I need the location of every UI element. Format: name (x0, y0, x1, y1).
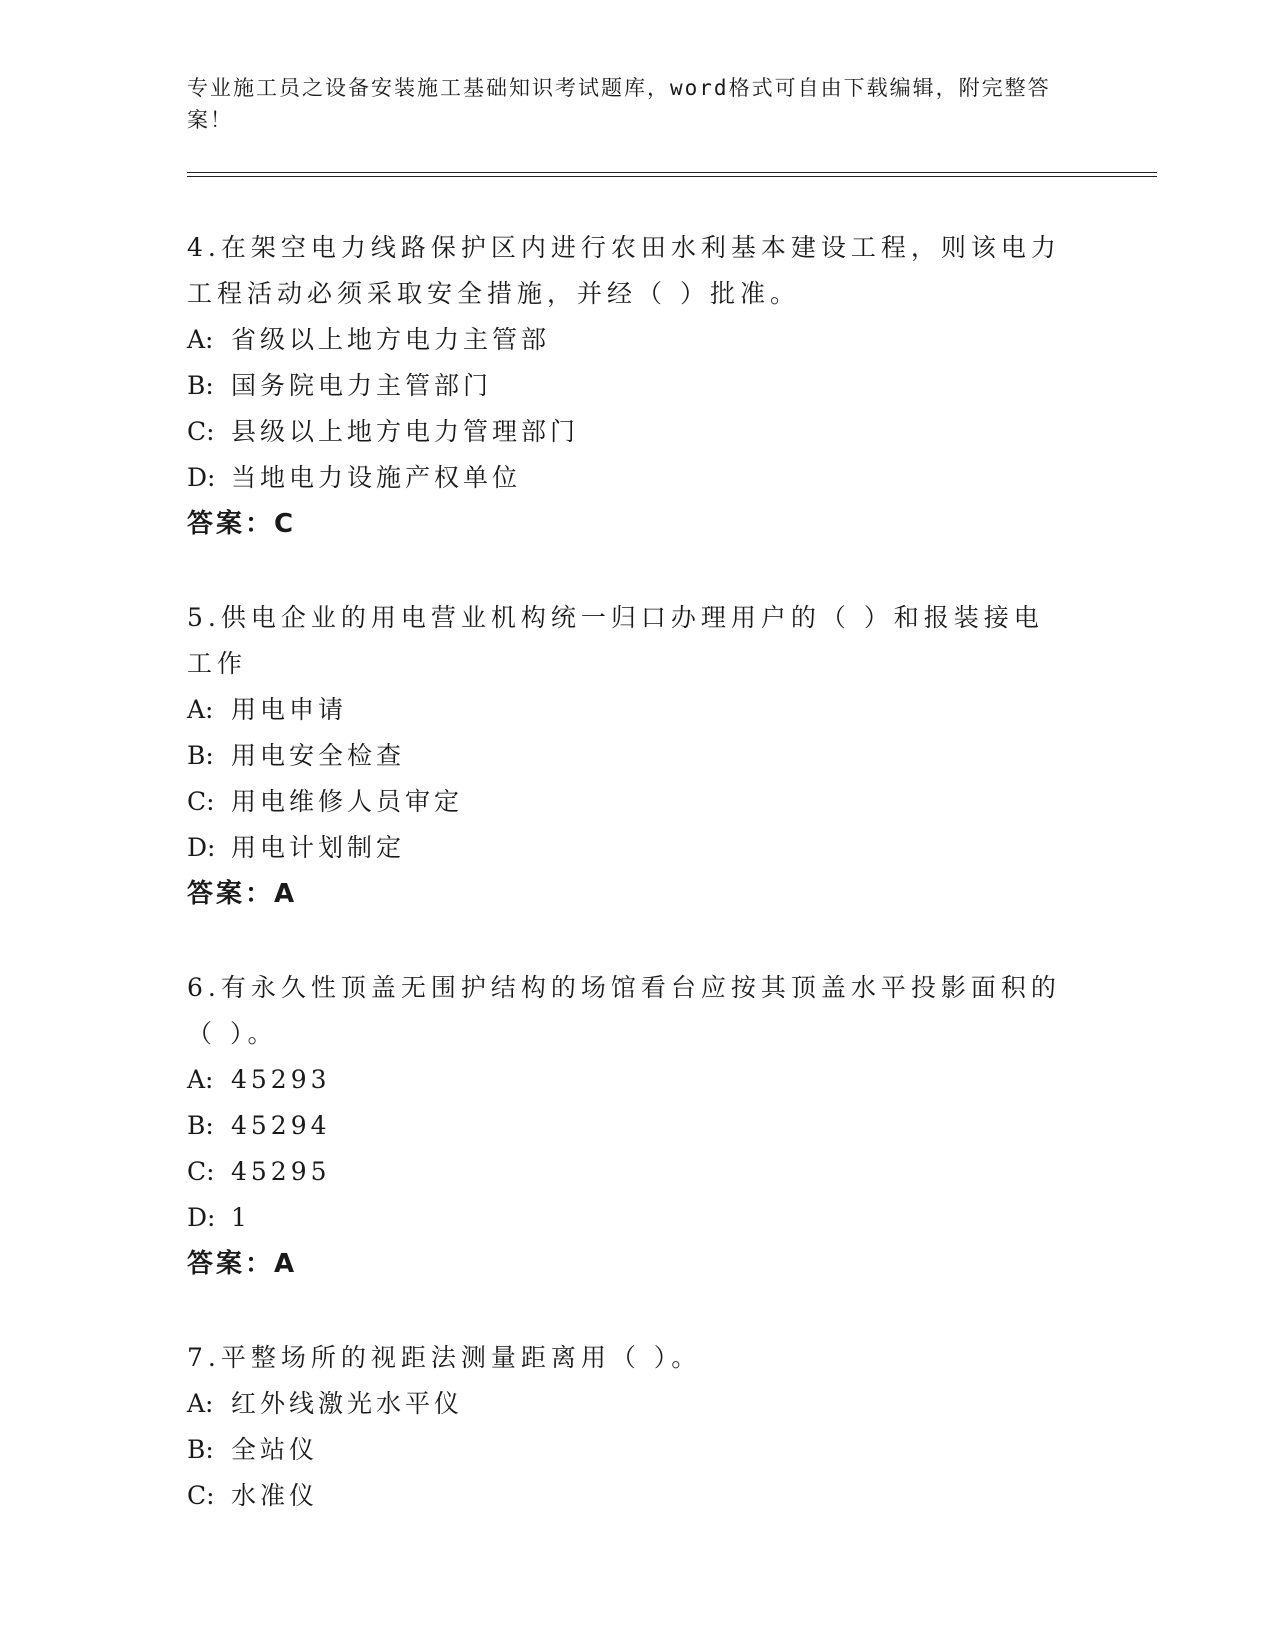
header-divider (187, 172, 1157, 177)
option-d (187, 825, 1157, 871)
option-c (187, 779, 1157, 825)
question-item (187, 965, 1157, 1287)
option-letter: D: (187, 833, 216, 862)
option-letter: A: (187, 325, 214, 354)
question-text: 5.供电企业的用电营业机构统一归口办理用户的（ ）和报装接电工作 (187, 603, 1044, 678)
option-letter: B: (187, 1111, 214, 1140)
option-letter: A: (187, 695, 214, 724)
option-letter: C: (187, 787, 215, 816)
option-d (187, 455, 1157, 501)
option-a (187, 687, 1157, 733)
option-text: 县级以上地方电力管理部门 (231, 417, 580, 446)
option-letter: D: (187, 463, 216, 492)
option-letter: D: (187, 1203, 216, 1232)
question-text: 7.平整场所的视距法测量距离用（ ）。 (187, 1343, 702, 1372)
option-text: 45294 (231, 1111, 331, 1140)
option-letter: C: (187, 1481, 215, 1510)
option-letter: A: (187, 1065, 214, 1094)
option-text: 用电申请 (231, 695, 348, 724)
option-text: 红外线激光水平仪 (231, 1389, 464, 1418)
option-text: 国务院电力主管部门 (231, 371, 493, 400)
option-c (187, 1149, 1157, 1195)
option-letter: B: (187, 1435, 214, 1464)
option-text: 45295 (231, 1157, 331, 1186)
option-text: 1 (231, 1203, 251, 1232)
answer-line: 答案：C (187, 509, 297, 539)
option-b (187, 1427, 1157, 1473)
option-text: 水准仪 (231, 1481, 319, 1510)
question-item (187, 225, 1157, 547)
option-a (187, 317, 1157, 363)
option-d (187, 1195, 1157, 1241)
option-letter: B: (187, 741, 214, 770)
option-text: 45293 (231, 1065, 331, 1094)
question-text: 4.在架空电力线路保护区内进行农田水利基本建设工程，则该电力工程活动必须采取安全措施，并经（ ）批准。 (187, 233, 1061, 308)
answer-line: 答案：A (187, 1249, 298, 1279)
option-b (187, 1103, 1157, 1149)
option-text: 省级以上地方电力主管部 (231, 325, 551, 354)
question-item (187, 595, 1157, 917)
option-c (187, 409, 1157, 455)
option-letter: A: (187, 1389, 214, 1418)
option-letter: B: (187, 371, 214, 400)
question-item (187, 1335, 1157, 1519)
answer-line: 答案：A (187, 879, 298, 909)
option-text: 当地电力设施产权单位 (231, 463, 522, 492)
option-a (187, 1381, 1157, 1427)
document-page (187, 72, 1157, 1567)
option-a (187, 1057, 1157, 1103)
option-b (187, 733, 1157, 779)
option-text: 用电维修人员审定 (231, 787, 464, 816)
option-text: 用电计划制定 (231, 833, 406, 862)
question-text: 6.有永久性顶盖无围护结构的场馆看台应按其顶盖水平投影面积的（ ）。 (187, 973, 1061, 1048)
option-text: 用电安全检查 (231, 741, 406, 770)
question-list (187, 225, 1157, 1519)
option-letter: C: (187, 1157, 215, 1186)
document-header: 专业施工员之设备安装施工基础知识考试题库，word格式可自由下载编辑，附完整答案！ (187, 76, 1051, 132)
option-c (187, 1473, 1157, 1519)
option-text: 全站仪 (231, 1435, 319, 1464)
option-letter: C: (187, 417, 215, 446)
option-b (187, 363, 1157, 409)
